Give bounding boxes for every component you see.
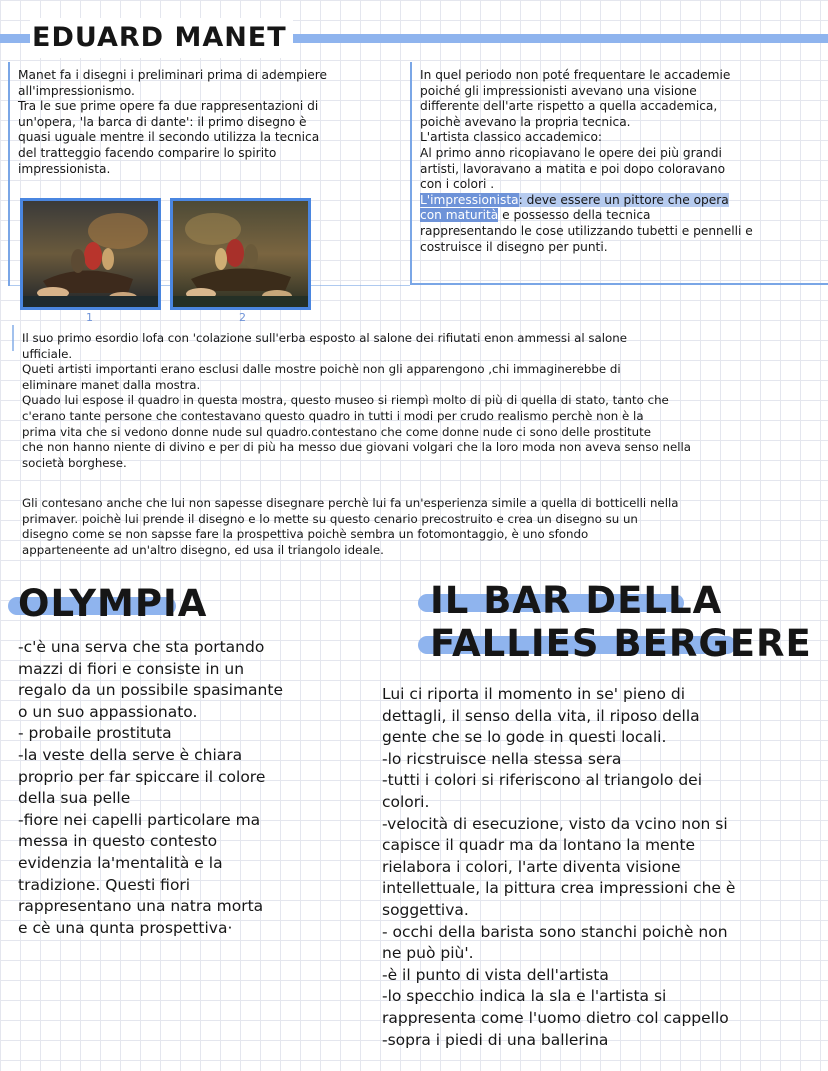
text-line: prima vita che si vedono donne nude sul quadro.contestano che come donne nude ci sono delle prostitute (22, 424, 652, 439)
text-line: rappresentando le cose utilizzando tubetti e pennelli e (420, 223, 753, 238)
text-line: rappresenta come l'uomo dietro col cappello (382, 1008, 729, 1027)
middle-paragraph-2 (22, 496, 812, 558)
text-line: apparteneente ad un'altro disegno, ed usa il triangolo ideale. (22, 542, 384, 557)
text-line: un'opera, 'la barca di dante': il primo disegno è (18, 114, 307, 129)
text-line: all'impressionismo. (18, 83, 135, 98)
text-line: L'artista classico accademico: (420, 130, 603, 145)
text-line: -tutti i colori si riferiscono al triangolo dei (382, 771, 703, 790)
left-border (8, 62, 10, 286)
olympia-text (18, 637, 368, 939)
text-line: Gli contesano anche che lui non sapesse disegnare perchè lui fa un'esperienza simile a quella di botticelli nella (22, 496, 679, 510)
after-highlight: e possesso della tecnica (498, 208, 651, 223)
text-line: della sua pelle (18, 789, 131, 808)
text-line: -la veste della serve è chiara (18, 745, 243, 764)
image-label-2: 2 (239, 311, 246, 324)
text-line: -sopra i piedi di una ballerina (382, 1030, 609, 1049)
text-line: Queti artisti importanti erano esclusi dalle mostre poichè non gli apparengono ,chi immaginerebbe di (22, 362, 621, 377)
text-line: del tratteggio facendo comparire lo spirito (18, 145, 277, 160)
text-line: -velocità di esecuzione, visto da vcino non si (382, 814, 728, 833)
text-line: tradizione. Questi fiori (18, 875, 191, 894)
painting-1-illustration (23, 201, 158, 307)
text-line: capisce il quadr ma da lontano la mente (382, 836, 696, 855)
painting-image-1 (20, 198, 161, 310)
bar-heading-line1: IL BAR DELLA (430, 579, 723, 622)
text-line: In quel periodo non poté frequentare le accademie (420, 68, 731, 82)
text-line: -è il punto di vista dell'artista (382, 965, 609, 984)
text-line: messa in questo contesto (18, 832, 218, 851)
text-line: soggettiva. (382, 900, 469, 919)
text-line: -lo specchio indica la sla e l'artista si (382, 987, 667, 1006)
text-line: Manet fa i disegni i preliminari prima di adempiere (18, 68, 327, 82)
text-line: eliminare manet dalla mostra. (22, 377, 201, 392)
text-line: Tra le sue prime opere fa due rappresentazioni di (18, 99, 319, 114)
text-line: artisti, lavoravano a matita e poi dopo coloravano (420, 161, 726, 176)
intro-left-text (18, 68, 408, 177)
text-line: società borghese. (22, 455, 127, 470)
painting-image-2 (170, 198, 311, 310)
text-line: -lo ricstruisce nella stessa sera (382, 749, 622, 768)
middle-paragraph-1 (22, 331, 812, 471)
olympia-heading: OLYMPIA (18, 582, 208, 625)
text-line: colori. (382, 792, 430, 811)
text-line: poichè avevano la propria tecnica. (420, 114, 631, 129)
text-line: rappresentano una natra morta (18, 897, 264, 916)
text-line: o un suo appassionato. (18, 702, 198, 721)
text-line: ufficiale. (22, 346, 73, 361)
highlight-line2: con maturità (420, 208, 499, 223)
text-line: Al primo anno ricopiavano le opere dei più grandi (420, 145, 722, 160)
text-line (420, 208, 826, 224)
text-line: intellettuale, la pittura crea impressioni che è (382, 879, 736, 898)
text-line: regalo da un possibile spasimante (18, 681, 283, 700)
text-line: costruisce il disegno per punti. (420, 239, 608, 254)
text-line: proprio per far spiccare il colore (18, 767, 266, 786)
text-line: Il suo primo esordio lofa con 'colazione sull'erba esposto al salone dei rifiutati enon ammessi al salone (22, 331, 627, 345)
text-line (420, 193, 826, 209)
painting-2-illustration (173, 201, 308, 307)
text-line: con i colori . (420, 177, 495, 192)
text-line: differente dell'arte rispetto a quella accademica, (420, 99, 718, 114)
text-line: evidenzia la'mentalità e la (18, 853, 223, 872)
text-line: - probaile prostituta (18, 724, 172, 743)
text-line: - occhi della barista sono stanchi poichè non (382, 922, 728, 941)
highlight-rest: : deve essere un pittore che opera (518, 192, 729, 207)
highlight-term: L'impressionista (420, 192, 519, 207)
text-line: ne può più'. (382, 944, 474, 963)
text-line: quasi uguale mentre il secondo utilizza la tecnica (18, 130, 320, 145)
text-line: poiché gli impressionisti avevano una visione (420, 83, 697, 98)
text-line: -fiore nei capelli particolare ma (18, 810, 261, 829)
middle-left-mark (12, 325, 14, 351)
text-line: Quado lui espose il quadro in questa mostra, questo museo si riempì molto di più di quella di stato, tanto che (22, 393, 669, 408)
right-box-bottom-border (410, 283, 828, 285)
text-line: -c'è una serva che sta portando (18, 638, 265, 656)
text-line: primaver. poichè lui prende il disegno e lo mette su questo cenario precostruito e crea un disegno su un (22, 511, 638, 526)
bar-text (382, 684, 822, 1051)
text-line: gente che se lo gode in questi locali. (382, 728, 667, 747)
text-line: impressionista. (18, 161, 111, 176)
intro-right-text (420, 68, 826, 255)
text-line: disegno come se non sapsse fare la prospettiva poichè sembra un fotomontaggio, è uno sfondo (22, 527, 589, 542)
bar-heading-line2: FALLIES BERGERE (430, 622, 812, 665)
image-label-1: 1 (86, 311, 93, 324)
column-divider (410, 62, 412, 284)
text-line: rielabora i colori, l'arte diventa visione (382, 857, 681, 876)
page-title: EDUARD MANET (30, 18, 293, 58)
text-line: che non hanno niente di divino e per di più ha messo due giovani volgari che la loro moda non aveva senso nella (22, 440, 692, 455)
text-line: mazzi di fiori e consiste in un (18, 659, 245, 678)
text-line: c'erano tante persone che contestavano questo quadro in tutti i modi per crudo realismo perchè non è la (22, 408, 644, 423)
text-line: Lui ci riporta il momento in se' pieno di (382, 685, 686, 703)
text-line: e cè una qunta prospettiva· (18, 918, 233, 937)
text-line: dettagli, il senso della vita, il riposo della (382, 706, 700, 725)
